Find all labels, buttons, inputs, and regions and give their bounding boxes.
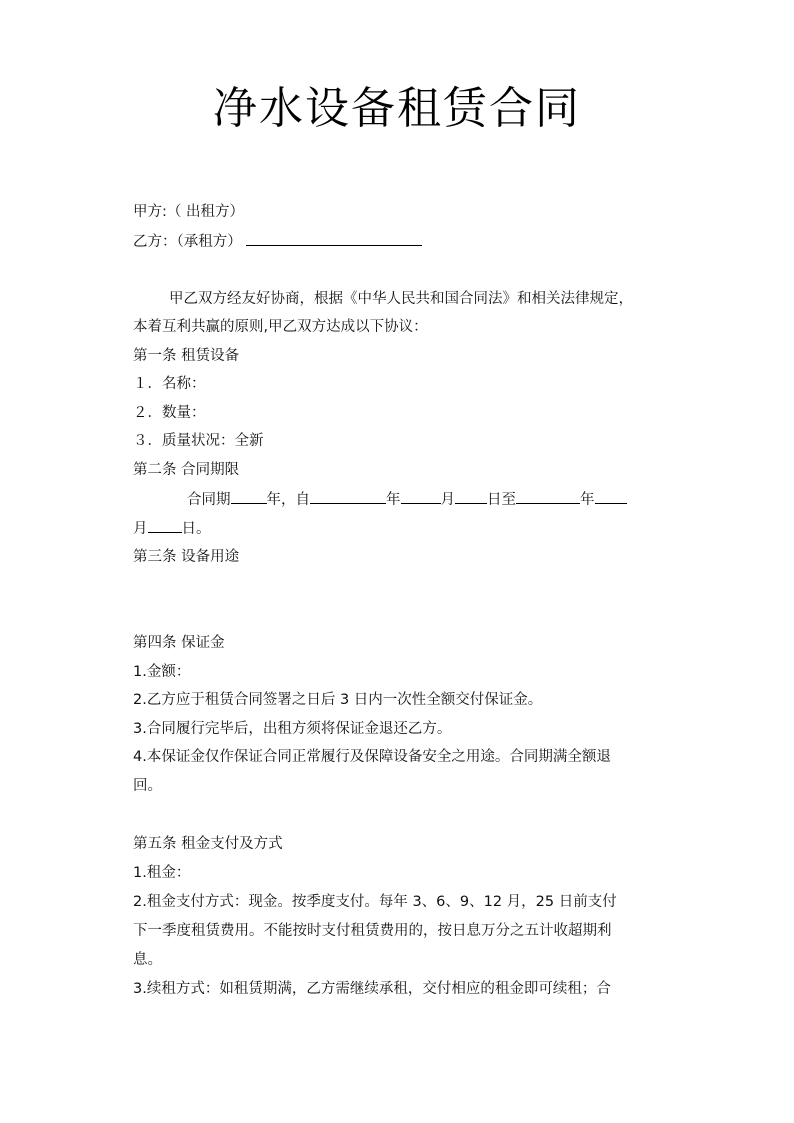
article-5-item: 下一季度租赁费用。不能按时支付租赁费用的，按日息万分之五计收超期利 xyxy=(133,923,612,939)
party-b-label: 乙方：（承租方） xyxy=(133,234,242,250)
article-2-term-line-2 xyxy=(133,517,211,539)
article-4-item: 3.合同履行完毕后，出租方须将保证金退还乙方。 xyxy=(133,721,452,737)
article-3-heading: 第三条 设备用途 xyxy=(133,549,240,565)
party-b xyxy=(133,230,422,252)
article-4-item: 4.本保证金仅作保证合同正常履行及保障设备安全之用途。合同期满全额退 xyxy=(133,749,611,765)
article-1-item: ３．质量状况：全新 xyxy=(133,433,264,449)
term-text: 月 xyxy=(133,521,148,537)
article-1-heading: 第一条 租赁设备 xyxy=(133,348,240,364)
term-text: 日至 xyxy=(487,492,516,508)
term-text: 年，自 xyxy=(266,492,310,508)
document-title: 净水设备租赁合同 xyxy=(213,83,581,134)
term-text: 年 xyxy=(386,492,401,508)
blank xyxy=(595,488,627,504)
intro-line-1: 甲乙双方经友好协商，根据《中华人民共和国合同法》和相关法律规定， xyxy=(169,291,633,307)
article-4-item: 1.金额： xyxy=(133,664,191,680)
article-4-item: 2.乙方应于租赁合同签署之日后 3 日内一次性全额交付保证金。 xyxy=(133,692,543,708)
blank xyxy=(401,488,441,504)
blank xyxy=(455,488,487,504)
article-5-item: 息。 xyxy=(133,952,162,968)
article-2-term-line xyxy=(187,488,627,510)
article-2-heading: 第二条 合同期限 xyxy=(133,462,240,478)
blank xyxy=(516,488,580,504)
article-1-item: １．名称： xyxy=(133,376,206,392)
term-text: 年 xyxy=(580,492,595,508)
term-text: 日。 xyxy=(181,521,211,537)
article-5-heading: 第五条 租金支付及方式 xyxy=(133,836,283,852)
blank xyxy=(231,488,267,504)
intro-line-2: 本着互利共赢的原则,甲乙双方达成以下协议： xyxy=(133,319,428,335)
article-4-item: 回。 xyxy=(133,778,162,794)
blank xyxy=(148,517,182,533)
article-5-item: 1.租金： xyxy=(133,865,191,881)
party-a: 甲方:（ 出租方） xyxy=(133,204,244,220)
term-text: 合同期 xyxy=(187,492,231,508)
party-b-blank xyxy=(246,230,422,246)
article-5-item: 3.续租方式：如租赁期满，乙方需继续承租，交付相应的租金即可续租；合 xyxy=(133,981,611,997)
blank xyxy=(310,488,386,504)
article-1-item: ２．数量： xyxy=(133,405,206,421)
article-4-heading: 第四条 保证金 xyxy=(133,635,225,651)
article-5-item: 2.租金支付方式：现金。按季度支付。每年 3、6、9、12 月，25 日前支付 xyxy=(133,894,617,910)
term-text: 月 xyxy=(440,492,455,508)
